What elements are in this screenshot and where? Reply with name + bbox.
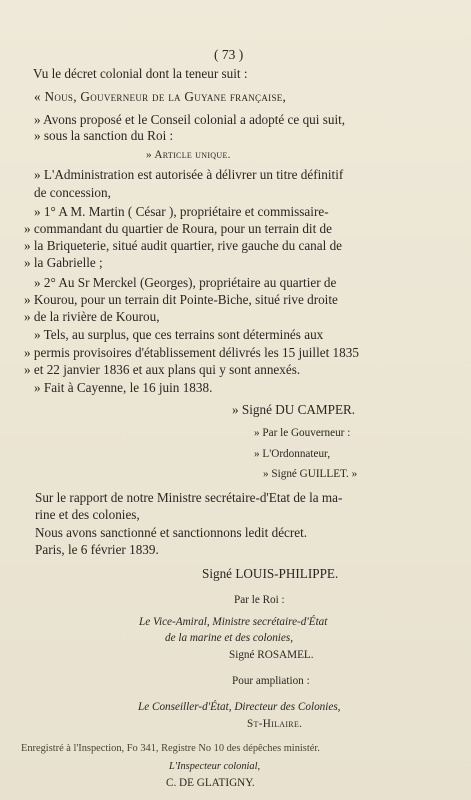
text-line: » sous la sanction du Roi : xyxy=(34,128,174,143)
text-line: Vu le décret colonial dont la teneur suit : xyxy=(33,66,248,81)
text-line: » Tels, au surplus, que ces terrains sont déterminés aux xyxy=(34,327,324,342)
text-line: » 2° Au Sr Merckel (Georges), propriétaire au quartier de xyxy=(34,275,337,290)
text-line: L'Inspecteur colonial, xyxy=(169,761,261,772)
text-line: » Signé DU CAMPER. xyxy=(232,402,356,417)
text-line: Signé ROSAMEL. xyxy=(229,649,314,661)
text-line: « Nous, Gouverneur de la Guyane française, xyxy=(34,89,287,104)
text-line: » la Gabrielle ; xyxy=(24,255,103,270)
text-line: » de la rivière de Kourou, xyxy=(24,309,160,324)
text-line: Enregistré à l'Inspection, Fo 341, Registre No 10 des dépêches ministér. xyxy=(21,743,320,754)
text-line: » L'Ordonnateur, xyxy=(254,448,331,460)
text-line: » et 22 janvier 1836 et aux plans qui y sont annexés. xyxy=(24,362,301,377)
text-line: Paris, le 6 février 1839. xyxy=(35,542,159,557)
text-line: Le Vice-Amiral, Ministre secrétaire-d'État xyxy=(139,616,328,628)
page-number: ( 73 ) xyxy=(214,47,244,62)
text-line: » Par le Gouverneur : xyxy=(254,427,351,439)
text-line: » Fait à Cayenne, le 16 juin 1838. xyxy=(34,380,213,395)
text-line: Signé LOUIS-PHILIPPE. xyxy=(202,566,339,581)
text-line: Pour ampliation : xyxy=(232,675,310,687)
text-line: » L'Administration est autorisée à délivrer un titre définitif xyxy=(34,167,344,182)
text-line: rine et des colonies, xyxy=(35,507,140,522)
text-line: Nous avons sanctionné et sanctionnons ledit décret. xyxy=(35,525,308,540)
text-line: » 1° A M. Martin ( César ), propriétaire et commissaire- xyxy=(34,204,329,219)
text-line: C. DE GLATIGNY. xyxy=(166,777,255,789)
text-line: Sur le rapport de notre Ministre secrétaire-d'Etat de la ma- xyxy=(35,490,343,505)
text-line: Le Conseiller-d'État, Directeur des Colonies, xyxy=(138,701,341,713)
text-line: St-Hilaire. xyxy=(247,718,303,730)
text-line: » permis provisoires d'établissement délivrés les 15 juillet 1835 xyxy=(24,345,359,360)
text-line: de concession, xyxy=(34,185,111,200)
text-line: » Signé GUILLET. » xyxy=(263,468,358,480)
text-line: » Kourou, pour un terrain dit Pointe-Biche, situé rive droite xyxy=(24,292,338,307)
text-line: » Article unique. xyxy=(146,149,231,161)
text-line: » Avons proposé et le Conseil colonial a adopté ce qui suit, xyxy=(34,112,346,127)
text-line: Par le Roi : xyxy=(234,594,285,606)
text-line: de la marine et des colonies, xyxy=(165,632,294,644)
text-line: » la Briqueterie, situé audit quartier, rive gauche du canal de xyxy=(24,238,343,253)
text-line: » commandant du quartier de Roura, pour un terrain dit de xyxy=(24,221,332,236)
